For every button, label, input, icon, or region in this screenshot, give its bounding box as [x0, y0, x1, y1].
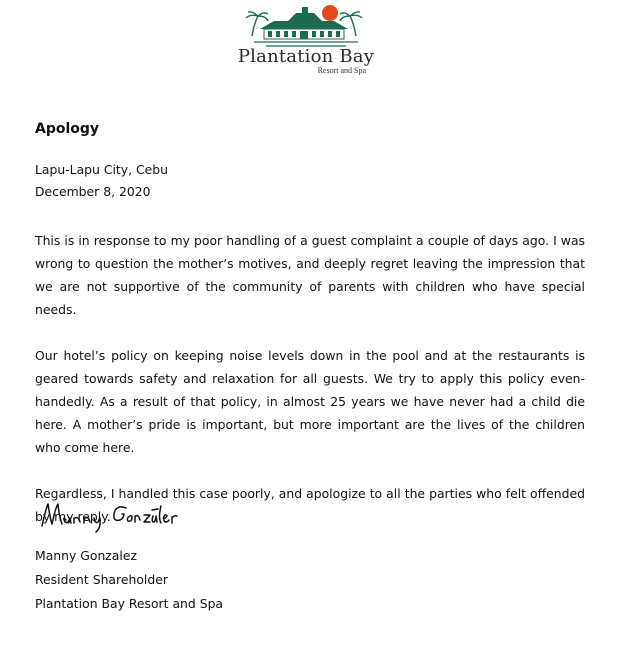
logo-tagline: Resort and Spa: [317, 66, 366, 75]
letter-title: Apology: [35, 121, 100, 137]
letter-place: Lapu-Lapu City, Cebu: [35, 162, 168, 177]
paragraph: This is in response to my poor handling of a guest complaint a couple of days ago. I was wrong to question the mother’s motives, and deeply regret leaving the impression that we are not supportive of the community of parents with children who have special needs.: [35, 233, 585, 317]
signer-company: Plantation Bay Resort and Spa: [35, 596, 224, 611]
letter-header: [35, 159, 168, 203]
signature-block: [35, 544, 223, 616]
paragraph: Regardless, I handled this case poorly, and apologize to all the parties who felt offended by my reply.: [35, 486, 585, 524]
signer-title: Resident Shareholder: [35, 572, 168, 587]
signer-name: Manny Gonzalez: [35, 548, 137, 563]
letter-date: December 8, 2020: [35, 184, 151, 199]
resort-building-icon: [244, 2, 368, 48]
handwritten-signature: [40, 498, 180, 538]
paragraph: Our hotel’s policy on keeping noise levels down in the pool and at the restaurants is geared towards safety and relaxation for all guests. We try to apply this policy even-handedly. As a result of that policy, in almost 25 years we have never had a child die here. A mother’s pride is important, but more important are the lives of the children who come here.: [35, 348, 585, 455]
logo-name: Plantation Bay: [237, 46, 375, 67]
company-logo: [236, 2, 376, 78]
